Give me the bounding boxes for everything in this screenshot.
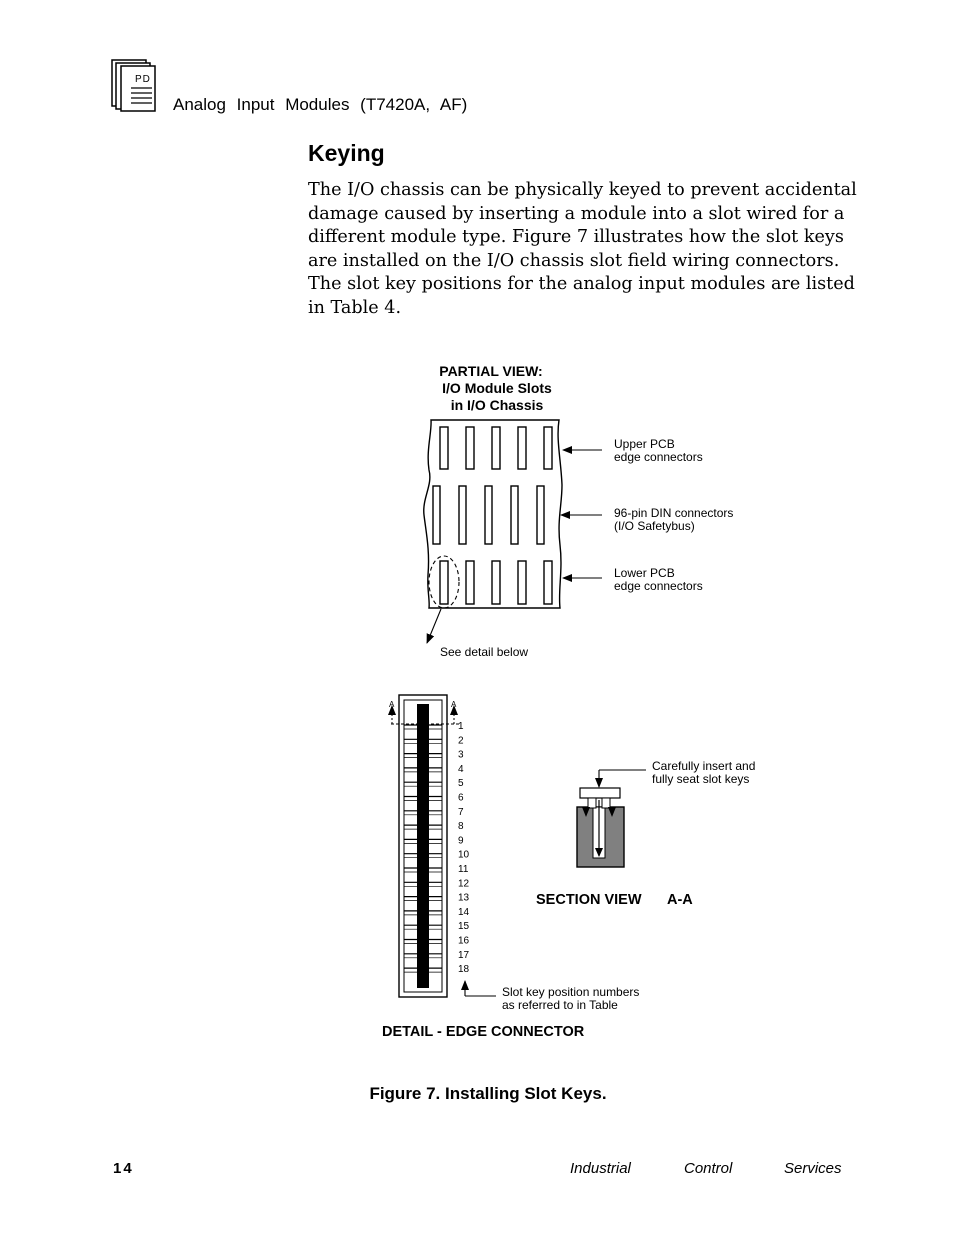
paragraph-line: The I/O chassis can be physically keyed to prevent accidental: [308, 180, 857, 200]
position-number: 13: [458, 892, 470, 904]
detail-title: DETAIL - EDGE CONNECTOR: [382, 1024, 585, 1040]
position-number: 2: [458, 735, 464, 747]
section-heading: Keying: [308, 140, 385, 166]
section-marker-right: A: [451, 700, 457, 709]
position-number: 11: [458, 864, 469, 875]
page-number: 14: [113, 1160, 134, 1177]
insert-label: fully seat slot keys: [652, 772, 750, 786]
din-label: (I/O Safetybus): [614, 519, 695, 533]
see-detail-arrow: [427, 609, 441, 643]
partial-view-title: [439, 363, 552, 413]
position-number: 3: [458, 749, 464, 761]
section-view-graphic: [577, 788, 624, 867]
position-number: 14: [458, 906, 470, 918]
position-number: 5: [458, 778, 464, 790]
paragraph-line: The slot key positions for the analog input modules are listed: [308, 274, 855, 294]
paragraph-line: damage caused by inserting a module into a slot wired for a: [308, 203, 845, 224]
lower-label: edge connectors: [614, 579, 703, 593]
position-number: 6: [458, 792, 464, 804]
lower-label: Lower PCB: [614, 566, 675, 580]
position-number: 18: [458, 964, 470, 976]
position-number: 7: [458, 806, 464, 818]
upper-label: edge connectors: [614, 450, 703, 464]
position-number: 17: [458, 949, 470, 961]
header-title: Analog Input Modules (T7420A, AF): [173, 95, 468, 114]
din-label: 96-pin DIN connectors: [614, 506, 734, 520]
insert-label: Carefully insert and: [652, 759, 756, 773]
upper-slots: [440, 427, 552, 469]
position-number: 12: [458, 878, 470, 890]
section-view-id: A-A: [667, 892, 693, 908]
footer-company-word: Industrial: [570, 1160, 631, 1177]
footer-company-word: Services: [784, 1160, 842, 1177]
din-slots: [433, 486, 544, 544]
partial-view-line: in I/O Chassis: [450, 397, 544, 413]
section-view-title: SECTION VIEW: [536, 892, 642, 908]
see-detail-label: See detail below: [440, 645, 529, 659]
position-number: 16: [458, 935, 470, 947]
paragraph-line: are installed on the I/O chassis slot field wiring connectors.: [308, 250, 840, 271]
position-number: 15: [458, 921, 470, 933]
partial-view-line: I/O Module Slots: [442, 380, 552, 396]
position-number: 4: [458, 763, 464, 775]
position-number: 1: [458, 721, 464, 732]
section-marker-left: A: [389, 700, 395, 709]
position-number: 9: [458, 835, 464, 847]
upper-label: Upper PCB: [614, 437, 675, 451]
partial-view-line: PARTIAL VIEW:: [439, 363, 543, 379]
paragraph-line: different module type. Figure 7 illustrates how the slot keys: [308, 227, 844, 247]
position-number: 8: [458, 821, 464, 833]
footer-company-word: Control: [684, 1160, 733, 1177]
edge-connector-detail: [389, 695, 460, 997]
slot-key-label: as referred to in Table: [502, 998, 618, 1012]
logo-text: PD: [135, 74, 151, 85]
position-numbers: [458, 721, 470, 975]
position-number: 10: [458, 849, 470, 861]
figure-caption: Figure 7. Installing Slot Keys.: [369, 1084, 607, 1103]
slot-key-label: Slot key position numbers: [502, 985, 640, 999]
paragraph-line: in Table 4.: [308, 297, 402, 318]
